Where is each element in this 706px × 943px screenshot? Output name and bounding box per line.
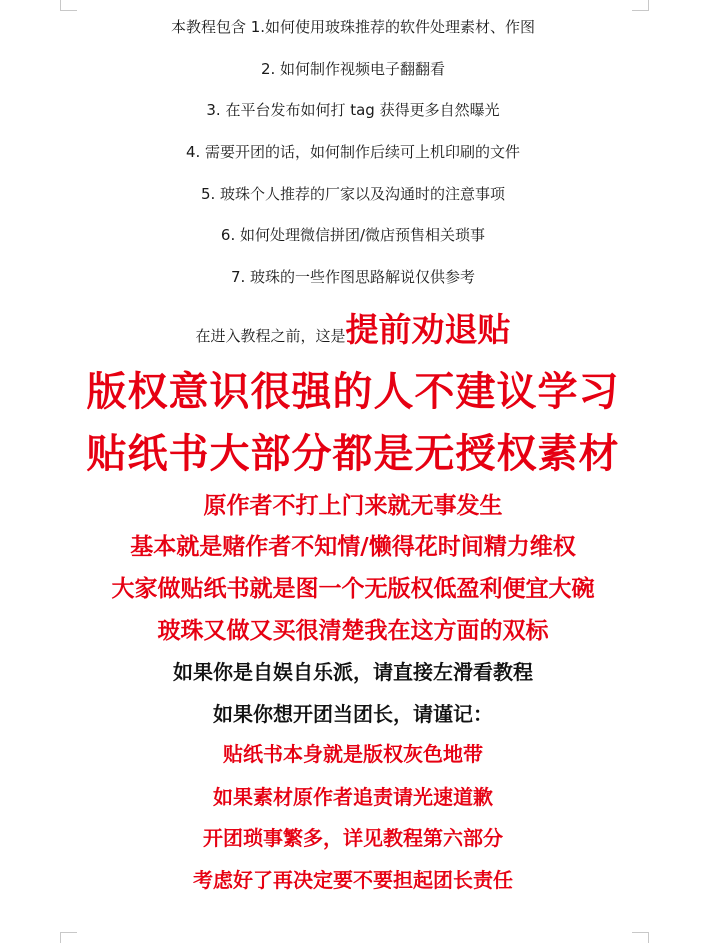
note-red-2: 如果素材原作者追责请光速道歉 [213, 785, 493, 809]
warning-mid-2: 基本就是赌作者不知情/懒得花时间精力维权 [130, 534, 576, 560]
intro-line [0, 310, 706, 349]
crop-mark-bottom-right [632, 932, 649, 943]
warning-mid-3: 大家做贴纸书就是图一个无版权低盈利便宜大碗 [111, 576, 595, 602]
note-red-1: 贴纸书本身就是版权灰色地带 [223, 742, 483, 766]
toc-item-3: 3. 在平台发布如何打 tag 获得更多自然曝光 [206, 101, 500, 119]
intro-highlight: 提前劝退贴 [345, 310, 511, 349]
toc-item-2: 2. 如何制作视频电子翻翻看 [260, 60, 446, 78]
note-red-3-before: 开团琐事繁多，详见教程第 [203, 826, 443, 850]
toc-item-6: 6. 如何处理微信拼团/微店预售相关琐事 [220, 226, 486, 244]
crop-mark-bottom-left [60, 932, 77, 943]
intro-lead: 在进入教程之前，这是 [195, 327, 346, 345]
note-black-1: 如果你是自娱自乐派，请直接左滑看教程 [173, 660, 533, 684]
note-black-2: 如果你想开团当团长，请谨记： [213, 702, 493, 726]
note-red-3-number: 六 [443, 826, 463, 850]
note-red-3-after: 部分 [463, 826, 503, 850]
toc-item-7: 7. 玻珠的一些作图思路解说仅供参考 [230, 268, 476, 286]
warning-mid-4: 玻珠又做又买很清楚我在这方面的双标 [157, 618, 549, 644]
note-red-4: 考虑好了再决定要不要担起团长责任 [193, 868, 513, 892]
toc-item-1: 本教程包含 1.如何使用玻珠推荐的软件处理素材、作图 [170, 18, 536, 36]
warning-big-1: 版权意识很强的人不建议学习 [86, 369, 620, 415]
note-red-3 [0, 828, 706, 848]
crop-mark-top-left [60, 0, 77, 11]
warning-mid-1: 原作者不打上门来就无事发生 [203, 493, 503, 519]
crop-mark-top-right [632, 0, 649, 11]
warning-big-2: 贴纸书大部分都是无授权素材 [86, 431, 620, 477]
toc-item-5: 5. 玻珠个人推荐的厂家以及沟通时的注意事项 [200, 185, 506, 203]
toc-item-4: 4. 需要开团的话，如何制作后续可上机印刷的文件 [185, 143, 521, 161]
